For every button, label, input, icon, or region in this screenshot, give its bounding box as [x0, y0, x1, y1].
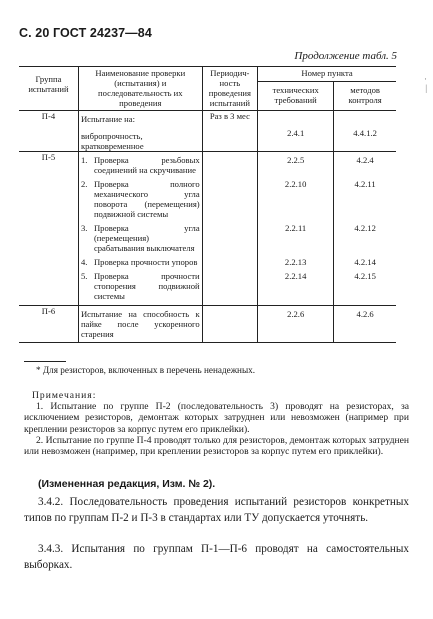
table-row: [19, 306, 396, 343]
group-p6: [19, 306, 396, 343]
table-header: [19, 67, 396, 111]
header-name: Наименование проверки (испытания) и последовательность их проведения: [78, 67, 202, 111]
method-ref: 4.2.12: [354, 223, 376, 233]
tech-req-ref: 2.2.5: [287, 155, 305, 165]
method-ref: 4.2.15: [354, 271, 376, 281]
tech-req-ref: 2.4.1: [287, 128, 305, 138]
method-ref: 4.2.11: [354, 179, 376, 189]
table-row: [19, 152, 396, 176]
item-number: 2.: [80, 179, 88, 189]
test-name: Испытание на:: [80, 114, 135, 124]
header-item-number: Номер пункта: [258, 67, 396, 82]
header-tech-req: технических требований: [258, 82, 334, 111]
period: [202, 306, 257, 343]
item-number: 5.: [80, 271, 88, 281]
method-ref: 4.2.4: [356, 155, 374, 165]
tech-req-ref: 2.2.6: [287, 309, 305, 319]
test-name: Проверка резьбовых соединений на скручивание: [93, 155, 200, 175]
margin-mark: |: [425, 83, 427, 93]
tech-req-ref: 2.2.10: [284, 179, 307, 189]
footnote: * Для резисторов, включенных в перечень ненадежных.: [36, 365, 256, 375]
test-name: Проверка полного механического угла поворота (перемещения) подвижной системы: [93, 179, 200, 219]
item-number: 4.: [80, 257, 88, 267]
group-label: П-6: [19, 306, 78, 343]
group-p5: [19, 152, 396, 306]
test-table: [19, 66, 396, 343]
test-name: Проверка угла (перемещения) срабатывания выключателя: [93, 223, 200, 253]
notes-title: Примечания:: [32, 390, 97, 401]
test-name: Испытание на способность к пайке после ускоренного старения: [80, 309, 200, 339]
page-header: С. 20 ГОСТ 24237—84: [19, 26, 152, 40]
table-continuation-label: Продолжение табл. 5: [294, 50, 397, 62]
paragraph-text: 3.4.3. Испытания по группам П-1—П-6 проводят на самостоятельных выборках.: [24, 543, 409, 571]
tech-req-ref: 2.2.14: [284, 271, 307, 281]
test-name: Проверка прочности упоров: [93, 257, 198, 267]
edit-note: (Измененная редакция, Изм. № 2).: [38, 478, 216, 490]
note-item: 2. Испытание по группе П-4 проводят только для резисторов, демонтаж которых затруднен или невозможен (например, при креплении резисторов за корпус путем его приклейки).: [24, 434, 409, 458]
period: Раз в 3 мес: [202, 111, 257, 152]
item-number: 1.: [80, 155, 88, 165]
footnote-divider: [24, 361, 66, 362]
paragraph-3-4-2: [24, 495, 409, 526]
note-item: 1. Испытание по группе П-2 (последовательность 3) проводят на резисторах, за исключением резисторов, демонтаж которых затруднен или невозможен (например при креплении резисторов за корпус путем его приклейки).: [24, 401, 409, 435]
edit-note-block: [24, 477, 409, 493]
table-row: [19, 111, 396, 125]
test-name: вибропрочность, кратковременное: [80, 131, 144, 151]
item-number: 3.: [80, 223, 88, 233]
header-group: Группа испытаний: [19, 67, 78, 111]
tech-req-ref: 2.2.11: [285, 223, 307, 233]
group-p4: [19, 111, 396, 152]
header-methods: методов контроля: [348, 85, 382, 106]
paragraph-3-4-3: [24, 542, 409, 573]
method-ref: 4.2.14: [354, 257, 376, 267]
tech-req-ref: 2.2.13: [284, 257, 307, 267]
margin-mark: ·: [424, 74, 427, 84]
header-period: Периодич-ность проведения испытаний: [202, 67, 257, 111]
notes-block: [24, 390, 409, 457]
period: [202, 152, 257, 306]
paragraph-text: 3.4.2. Последовательность проведения испытаний резисторов конкретных типов по группам П-2 и П-3 в стандартах или ТУ допускается уточнять.: [24, 496, 409, 524]
test-name: Проверка прочности стопорения подвижной системы: [93, 271, 200, 301]
method-ref: 4.2.6: [356, 309, 374, 319]
group-label: П-4: [19, 111, 78, 152]
method-ref: 4.4.1.2: [353, 128, 377, 138]
group-label: П-5: [19, 152, 78, 306]
